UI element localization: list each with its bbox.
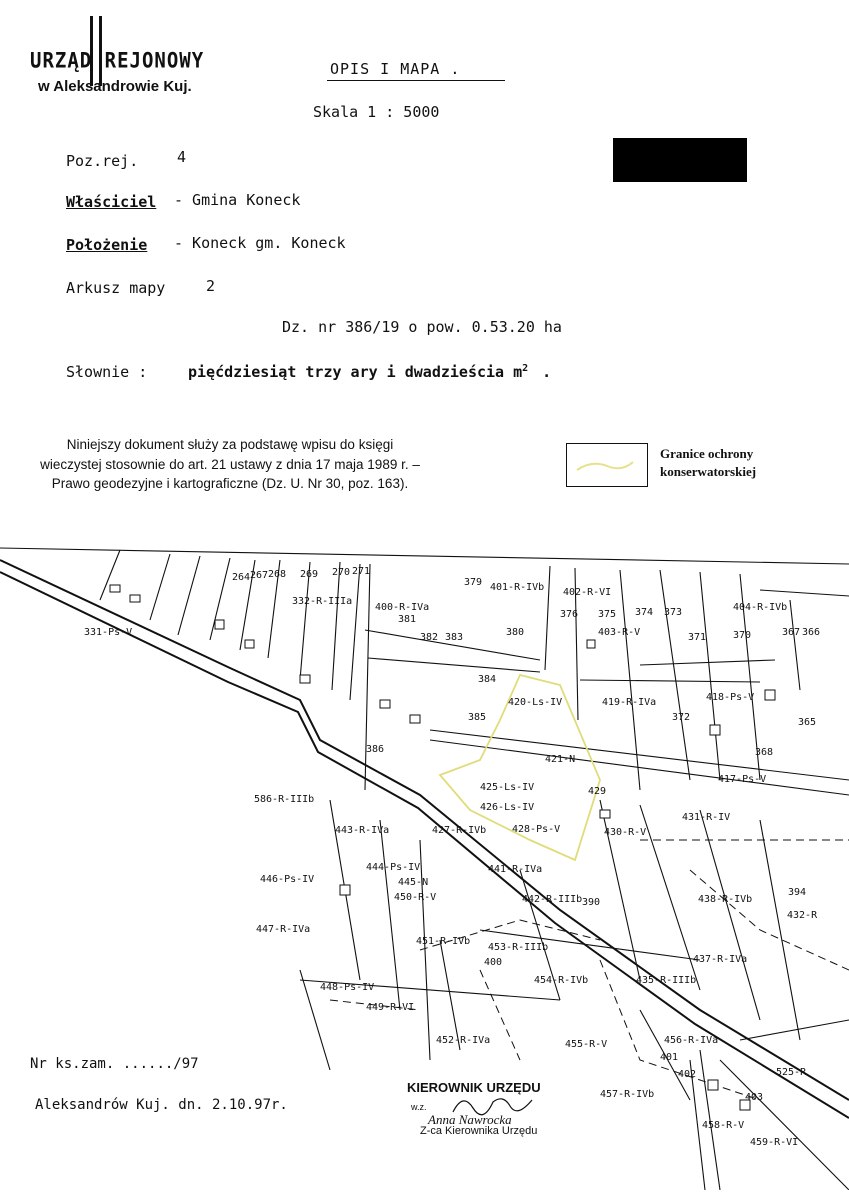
location-value: - Koneck gm. Koneck bbox=[174, 234, 346, 252]
map-label: 454-R-IVb bbox=[534, 975, 589, 986]
document-title: OPIS I MAPA . bbox=[330, 60, 461, 78]
map-label: 456-R-IVa bbox=[664, 1035, 719, 1046]
map-label: 458-R-V bbox=[702, 1120, 745, 1131]
legend-label: Granice ochrony konserwatorskiej bbox=[660, 446, 757, 479]
map-label: 419-R-IVa bbox=[602, 697, 657, 708]
map-label: 366 bbox=[802, 627, 821, 638]
map-label: 382 bbox=[420, 632, 439, 643]
poz-value: 4 bbox=[177, 148, 187, 166]
map-label: 421-N bbox=[545, 754, 576, 765]
map-label: 264 bbox=[232, 572, 251, 583]
map-label: 457-R-IVb bbox=[600, 1089, 655, 1100]
map-label: 367 bbox=[782, 627, 801, 638]
map-label: 525-R bbox=[776, 1067, 807, 1078]
map-label: 403-R-V bbox=[598, 627, 641, 638]
signatory-name: Anna Nawrocka bbox=[428, 1112, 512, 1127]
sheet-value: 2 bbox=[206, 277, 216, 295]
owner-label: Właściciel bbox=[66, 193, 157, 211]
map-label: 379 bbox=[464, 577, 483, 588]
map-label: 426-Ls-IV bbox=[480, 802, 535, 813]
map-label: 402-R-VI bbox=[563, 587, 612, 598]
title-underline bbox=[327, 80, 505, 81]
words-label: Słownie : bbox=[66, 363, 148, 381]
map-label: 402 bbox=[678, 1069, 697, 1080]
map-label: 268 bbox=[268, 569, 287, 580]
map-label: 455-R-V bbox=[565, 1039, 608, 1050]
map-label: 448-Ps-IV bbox=[320, 982, 375, 993]
map-label: 400 bbox=[484, 957, 503, 968]
signatory-role: Z-ca Kierownika Urzędu bbox=[420, 1125, 538, 1137]
map-label: 380 bbox=[506, 627, 525, 638]
map-label: 271 bbox=[352, 566, 371, 577]
map-label: 332-R-IIIa bbox=[292, 596, 353, 607]
map-label: 442-R-IIIb bbox=[522, 894, 583, 905]
map-label: 586-R-IIIb bbox=[254, 794, 315, 805]
map-label: 453-R-IIIb bbox=[488, 942, 549, 953]
legend-swatch bbox=[566, 443, 648, 487]
map-label: 446-Ps-IV bbox=[260, 874, 315, 885]
map-label: 383 bbox=[445, 632, 464, 643]
sheet-label: Arkusz mapy bbox=[66, 279, 166, 297]
map-label: 459-R-VI bbox=[750, 1137, 799, 1148]
map-label: 450-R-V bbox=[394, 892, 437, 903]
map-label: 431-R-IV bbox=[682, 812, 731, 823]
map-label: 425-Ls-IV bbox=[480, 782, 535, 793]
map-label: 368 bbox=[755, 747, 774, 758]
head-of-office-title: KIEROWNIK URZĘDU bbox=[407, 1080, 541, 1095]
map-label: 331-Ps-V bbox=[84, 627, 133, 638]
poz-label: Poz.rej. bbox=[66, 152, 139, 170]
map-label: 417-Ps-V bbox=[718, 774, 767, 785]
office-stamp-name: URZĄD REJONOWY bbox=[30, 48, 205, 74]
land-register-number: Nr ks.zam. ....../97 bbox=[30, 1056, 199, 1072]
map-label: 441-R-IVa bbox=[488, 864, 543, 875]
parcel-line: Dz. nr 386/19 o pow. 0.53.20 ha bbox=[282, 318, 562, 336]
map-label: 401 bbox=[660, 1052, 679, 1063]
map-label: 381 bbox=[398, 614, 417, 625]
map-label: 427-R-IVb bbox=[432, 825, 487, 836]
map-label: 443-R-IVa bbox=[335, 825, 390, 836]
map-label: 400-R-IVa bbox=[375, 602, 430, 613]
map-label: 401-R-IVb bbox=[490, 582, 545, 593]
map-label: 438-R-IVb bbox=[698, 894, 753, 905]
place-and-date: Aleksandrów Kuj. dn. 2.10.97r. bbox=[35, 1097, 288, 1113]
map-label: 435-R-IIIb bbox=[636, 975, 697, 986]
map-label: 269 bbox=[300, 569, 319, 580]
map-label: 394 bbox=[788, 887, 807, 898]
owner-value: - Gmina Koneck bbox=[174, 191, 301, 209]
words-value: pięćdziesiąt trzy ary i dwadzieścia $m^2$ . bbox=[188, 363, 552, 381]
map-label: 403 bbox=[745, 1092, 764, 1103]
map-label: 430-R-V bbox=[604, 827, 647, 838]
map-label: 376 bbox=[560, 609, 579, 620]
map-label: 444-Ps-IV bbox=[366, 862, 421, 873]
map-label: 375 bbox=[598, 609, 617, 620]
map-label: 267 bbox=[250, 570, 269, 581]
legal-basis-note: Niniejszy dokument służy za podstawę wpisu do księgi wieczystej stosownie do art. 21 ustawy z dnia 17 maja 1989 r. – Prawo geodezyjne i kartograficzne (Dz. U. Nr 30, poz. 163). bbox=[40, 437, 420, 491]
map-label: 390 bbox=[582, 897, 601, 908]
map-label: 365 bbox=[798, 717, 817, 728]
map-label: 432-R bbox=[787, 910, 818, 921]
map-label: 384 bbox=[478, 674, 497, 685]
map-label: 447-R-IVa bbox=[256, 924, 311, 935]
location-label: Położenie bbox=[66, 236, 148, 254]
map-label: 452-R-IVa bbox=[436, 1035, 491, 1046]
map-label: 420-Ls-IV bbox=[508, 697, 563, 708]
map-label: 428-Ps-V bbox=[512, 824, 561, 835]
office-stamp-city: w Aleksandrowie Kuj. bbox=[38, 78, 192, 95]
map-label: 374 bbox=[635, 607, 654, 618]
map-label: 386 bbox=[366, 744, 385, 755]
map-label: 437-R-IVa bbox=[693, 954, 748, 965]
map-label: 429 bbox=[588, 786, 607, 797]
map-label: 451-R-IVb bbox=[416, 936, 471, 947]
map-label: 385 bbox=[468, 712, 487, 723]
map-label: 404-R-IVb bbox=[733, 602, 788, 613]
map-label: 372 bbox=[672, 712, 691, 723]
map-label: 370 bbox=[733, 630, 752, 641]
map-label: 449-R-VI bbox=[366, 1002, 415, 1013]
on-behalf-mark: w.z. bbox=[411, 1102, 427, 1112]
redaction-block bbox=[613, 138, 747, 182]
map-label: 373 bbox=[664, 607, 683, 618]
map-label: 445-N bbox=[398, 877, 429, 888]
legend-line-icon bbox=[567, 444, 647, 486]
map-label: 371 bbox=[688, 632, 707, 643]
map-label: 418-Ps-V bbox=[706, 692, 755, 703]
map-scale: Skala 1 : 5000 bbox=[313, 103, 440, 121]
map-label: 270 bbox=[332, 567, 351, 578]
